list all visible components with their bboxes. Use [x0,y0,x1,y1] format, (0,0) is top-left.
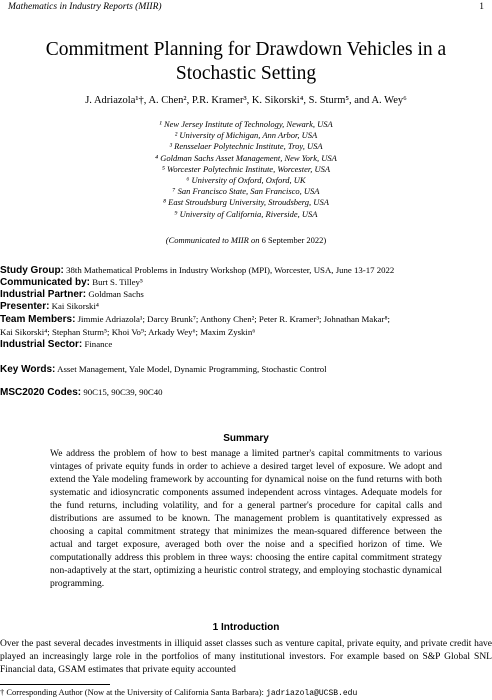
footnote-text: † Corresponding Author (Now at the University of California Santa Barbara): [0,687,264,697]
key-words-line [0,364,492,375]
communicated-by-value: Burt S. Tilley⁵ [92,277,143,287]
team-members-value: Jimmie Adriazola¹; Darcy Brunk⁷; Anthony Chen²; Peter R. Kramer³; Johnathan Makar⁸; [77,314,390,324]
introduction-body: Over the past several decades investments in illiquid asset classes such as venture capital, private equity, and private credit have played an increasingly large role in the portfolios of many institutional investors. For example based on S&P Global SNL Financial data, GSAM estimates that private equity accounted [0,639,492,675]
msc-codes-line [0,387,492,398]
affiliation: ¹ New Jersey Institute of Technology, Newark, USA [159,119,333,129]
affiliation: ³ Rensselaer Polytechnic Institute, Troy, USA [169,141,323,152]
affiliation: ⁸ East Stroudsburg University, Stroudsberg, USA [163,197,329,208]
author-list: J. Adriazola¹†, A. Chen², P.R. Kramer³, K. Sikorski⁴, S. Sturm⁵, and A. Wey⁶ [85,95,407,106]
footnote-email[interactable]: jadriazola@UCSB.edu [266,689,358,698]
industrial-sector-label: Industrial Sector: [0,339,83,350]
industrial-sector-line [0,339,492,350]
communicated-by-label: Communicated by: [0,277,91,288]
presenter-line [0,301,492,312]
industrial-partner-label: Industrial Partner: [0,289,87,300]
presenter-value: Kai Sikorski⁴ [51,301,99,311]
industrial-partner-value: Goldman Sachs [88,289,144,299]
summary-body: We address the problem of how to best manage a limited partner's capital commitments to various vintages of private equity funds in order to achieve a desired target level of exposure. We adopt and extend the Yale modeling framework by accounting for dynamical noise on the fund returns with both systematic and idiosyncratic components assumed independent across vintages. Adequate models for the fund returns, including volatility, and for a general partner's procedure for capital calls and distributions are assumed to be known. The management problem is quantitatively expressed as choosing a capital commitment strategy that minimizes the mean-squared difference between the actual and target exposure, averaged both over the noise and a specified horizon of time. We computationally address this problem in three ways: choosing the entire capital commitment strategy non-adaptively at the start, optimizing a heuristic control strategy, and employing stochastic dynamical programming. [50,449,442,589]
key-words-label: Key Words: [0,364,56,375]
paper-title [0,38,492,86]
industrial-sector-value: Finance [84,339,113,349]
affiliation: ⁵ Worcester Polytechnic Institute, Worcester, USA [161,163,331,174]
footnote-rule [0,684,110,685]
key-words-value: Asset Management, Yale Model, Dynamic Programming, Stochastic Control [57,364,327,374]
affiliation: ⁹ University of California, Riverside, USA [174,208,318,219]
communicated-prefix: (Communicated to MIIR on [165,235,260,245]
journal-name: Mathematics in Industry Reports (MIIR) [8,2,162,12]
communication-note [0,235,492,245]
affiliation: ⁴ Goldman Sachs Asset Management, New York, USA [155,152,337,163]
affiliation: ⁷ San Francisco State, San Francisco, USA [172,186,320,197]
communicated-date: 6 September 2022) [261,235,327,245]
introduction-heading: 1 Introduction [212,622,280,633]
title-line-1: Commitment Planning for Drawdown Vehicles in a [45,39,447,60]
msc-codes-label: MSC2020 Codes: [0,387,82,398]
study-group-label: Study Group: [0,265,64,276]
study-group-line [0,265,492,276]
team-members-line-2: Kai Sikorski⁴; Stephan Sturm⁵; Khoi Vo⁹; Arkady Wey⁶; Maxim Zyskin⁶ [0,327,256,337]
title-line-2: Stochastic Setting [175,63,317,84]
presenter-label: Presenter: [0,301,50,312]
page-number: 1 [479,2,484,12]
industrial-partner-line [0,289,492,300]
running-head [8,2,484,16]
team-members-label: Team Members: [0,314,76,325]
team-members-line [0,314,492,325]
summary-heading: Summary [223,433,269,444]
communicated-by-line [0,277,492,288]
affiliation-list [0,119,492,220]
affiliation: ² University of Michigan, Ann Arbor, USA [174,130,318,141]
msc-codes-value: 90C15, 90C39, 90C40 [83,387,163,397]
study-group-value: 38th Mathematical Problems in Industry Workshop (MPI), Worcester, USA, June 13-17 2022 [66,265,395,275]
affiliation: ⁶ University of Oxford, Oxford, UK [186,175,306,186]
footnote [0,687,492,698]
